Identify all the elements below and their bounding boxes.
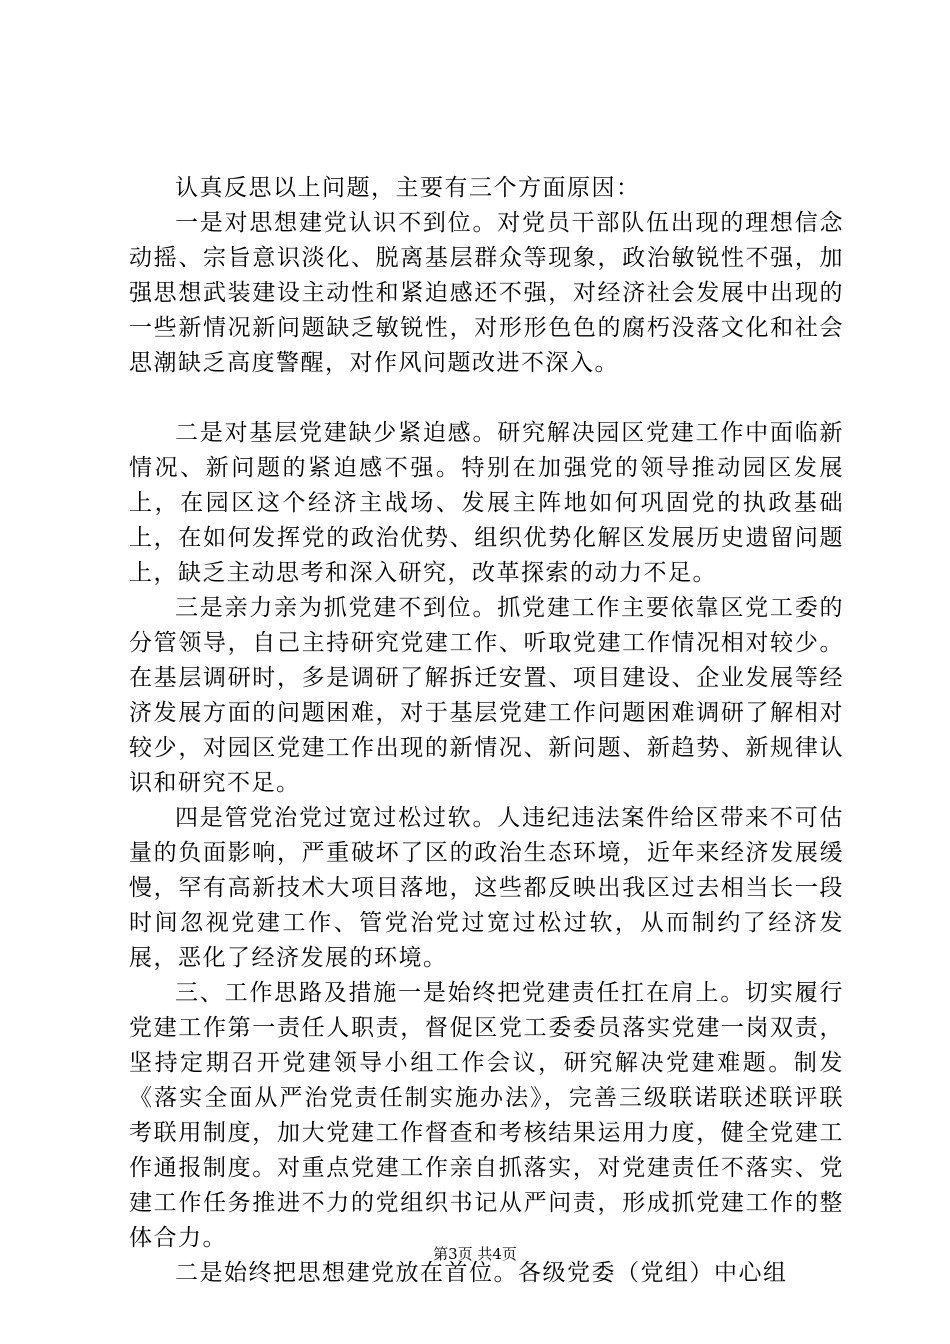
page-footer: 第3页 共4页 bbox=[433, 1245, 517, 1263]
paragraph-reason-1: 一是对思想建党认识不到位。对党员干部队伍出现的理想信念动摇、宗旨意识淡化、脱离基层群众等现象，政治敏锐性不强，加强思想武装建设主动性和紧迫感还不强，对经济社会发展中出现的一些新情况新问题缺乏敏锐性，对形形色色的腐朽没落文化和社会思潮缺乏高度警醒，对作风问题改进不深入。 bbox=[129, 210, 844, 376]
paragraph-measures-2: 二是始终把思想建党放在首位。各级党委（党组）中心组 bbox=[175, 1260, 788, 1286]
paragraph-gap bbox=[129, 381, 844, 416]
paragraph-reason-2: 二是对基层党建缺少紧迫感。研究解决园区党建工作中面临新情况、新问题的紧迫感不强。特别在加强党的领导推动园区发展上，在园区这个经济主战场、发展主阵地如何巩固党的执政基础上，在如何发挥党的政治优势、组织优势化解区发展历史遗留问题上，缺乏主动思考和深入研究，改革探索的动力不足。 bbox=[129, 420, 844, 586]
paragraph-reason-3: 三是亲力亲为抓党建不到位。抓党建工作主要依靠区党工委的分管领导，自己主持研究党建工作、听取党建工作情况相对较少。在基层调研时，多是调研了解拆迁安置、项目建设、企业发展等经济发展方面的问题困难，对于基层党建工作问题困难调研了解相对较少，对园区党建工作出现的新情况、新问题、新趋势、新规律认识和研究不足。 bbox=[129, 595, 844, 796]
paragraph-reason-4: 四是管党治党过宽过松过软。人违纪违法案件给区带来不可估量的负面影响，严重破坏了区的政治生态环境，近年来经济发展缓慢，罕有高新技术大项目落地，这些都反映出我区过去相当长一段时间忽视党建工作、管党治党过宽过松过软，从而制约了经济发展，恶化了经济发展的环境。 bbox=[129, 805, 844, 971]
paragraph-measures-1: 三、工作思路及措施一是始终把党建责任扛在肩上。切实履行党建工作第一责任人职责，督促区党工委委员落实党建一岗双责，坚持定期召开党建领导小组工作会议，研究解决党建难题。制发《落实全面从严治党责任制实施办法》，完善三级联诺联述联评联考联用制度，加大党建工作督查和考核结果运用力度，健全党建工作通报制度。对重点党建工作亲自抓落实，对党建责任不落实、党建工作任务推进不力的党组织书记从严问责，形成抓党建工作的整体合力。 bbox=[129, 980, 844, 1251]
document-body bbox=[129, 171, 844, 1291]
paragraph-intro: 认真反思以上问题，主要有三个方面原因： bbox=[175, 175, 641, 201]
